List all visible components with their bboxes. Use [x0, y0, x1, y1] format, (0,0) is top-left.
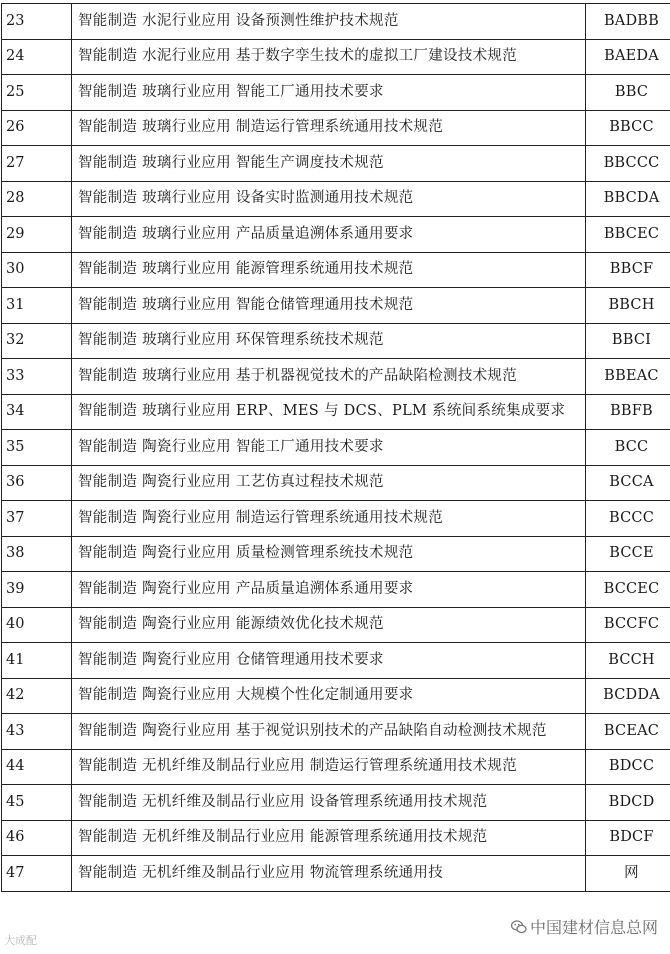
table-row — [2, 217, 670, 253]
table-row — [2, 75, 670, 111]
standard-title: 智能制造 陶瓷行业应用 基于视觉识别技术的产品缺陷自动检测技术规范 — [72, 714, 586, 750]
standard-code: BBCCC — [586, 146, 670, 182]
row-number: 31 — [2, 288, 72, 324]
standard-code: BCCH — [586, 643, 670, 679]
standard-title: 智能制造 玻璃行业应用 智能工厂通用技术要求 — [72, 75, 586, 111]
standard-code: BDCD — [586, 785, 670, 821]
row-number: 43 — [2, 714, 72, 750]
standard-title: 智能制造 玻璃行业应用 能源管理系统通用技术规范 — [72, 252, 586, 288]
row-number: 40 — [2, 607, 72, 643]
standard-code: BADBB — [586, 4, 670, 40]
table-row — [2, 501, 670, 537]
standard-code: BBCI — [586, 323, 670, 359]
standard-title: 智能制造 玻璃行业应用 制造运行管理系统通用技术规范 — [72, 110, 586, 146]
table-row — [2, 714, 670, 750]
row-number: 44 — [2, 749, 72, 785]
row-number: 32 — [2, 323, 72, 359]
table-row — [2, 323, 670, 359]
table-row — [2, 110, 670, 146]
standard-title: 智能制造 陶瓷行业应用 大规模个性化定制通用要求 — [72, 678, 586, 714]
row-number: 46 — [2, 820, 72, 856]
standard-title: 智能制造 陶瓷行业应用 工艺仿真过程技术规范 — [72, 465, 586, 501]
standard-title: 智能制造 玻璃行业应用 环保管理系统技术规范 — [72, 323, 586, 359]
table-row — [2, 288, 670, 324]
table-row — [2, 39, 670, 75]
row-number: 27 — [2, 146, 72, 182]
standard-title: 智能制造 无机纤维及制品行业应用 设备管理系统通用技术规范 — [72, 785, 586, 821]
watermark-left: 大成配 — [4, 934, 37, 947]
standard-title: 智能制造 玻璃行业应用 智能生产调度技术规范 — [72, 146, 586, 182]
standard-title: 智能制造 陶瓷行业应用 能源绩效优化技术规范 — [72, 607, 586, 643]
standard-code: BBCH — [586, 288, 670, 324]
standard-title: 智能制造 玻璃行业应用 智能仓储管理通用技术规范 — [72, 288, 586, 324]
standard-title: 智能制造 陶瓷行业应用 制造运行管理系统通用技术规范 — [72, 501, 586, 537]
row-number: 37 — [2, 501, 72, 537]
standard-code: BAEDA — [586, 39, 670, 75]
table-row — [2, 643, 670, 679]
row-number: 24 — [2, 39, 72, 75]
standard-title: 智能制造 无机纤维及制品行业应用 物流管理系统通用技 — [72, 856, 586, 892]
table-row — [2, 820, 670, 856]
table-row — [2, 430, 670, 466]
watermark-right-text: 中国建材信息总网 — [529, 918, 658, 937]
wechat-icon — [511, 919, 527, 935]
row-number: 39 — [2, 572, 72, 608]
standard-title: 智能制造 无机纤维及制品行业应用 能源管理系统通用技术规范 — [72, 820, 586, 856]
standard-code: BBCDA — [586, 181, 670, 217]
row-number: 45 — [2, 785, 72, 821]
standard-code: BCCA — [586, 465, 670, 501]
table-row — [2, 572, 670, 608]
row-number: 26 — [2, 110, 72, 146]
table-row — [2, 146, 670, 182]
table-row — [2, 785, 670, 821]
row-number: 38 — [2, 536, 72, 572]
row-number: 36 — [2, 465, 72, 501]
standard-code: BDCC — [586, 749, 670, 785]
standard-title: 智能制造 陶瓷行业应用 仓储管理通用技术要求 — [72, 643, 586, 679]
standard-code: BBFB — [586, 394, 670, 430]
standard-title: 智能制造 陶瓷行业应用 智能工厂通用技术要求 — [72, 430, 586, 466]
row-number: 42 — [2, 678, 72, 714]
row-number: 29 — [2, 217, 72, 253]
row-number: 25 — [2, 75, 72, 111]
standard-title: 智能制造 无机纤维及制品行业应用 制造运行管理系统通用技术规范 — [72, 749, 586, 785]
row-number: 33 — [2, 359, 72, 395]
table-row — [2, 749, 670, 785]
table-row — [2, 856, 670, 892]
standard-code: BCCC — [586, 501, 670, 537]
row-number: 35 — [2, 430, 72, 466]
row-number: 23 — [2, 4, 72, 40]
standard-title: 智能制造 陶瓷行业应用 产品质量追溯体系通用要求 — [72, 572, 586, 608]
row-number: 47 — [2, 856, 72, 892]
standard-title: 智能制造 玻璃行业应用 ERP、MES 与 DCS、PLM 系统间系统集成要求 — [72, 394, 586, 430]
row-number: 30 — [2, 252, 72, 288]
standard-code: BCEAC — [586, 714, 670, 750]
standard-code: BCDDA — [586, 678, 670, 714]
row-number: 28 — [2, 181, 72, 217]
standards-table — [1, 3, 670, 892]
standard-title: 智能制造 水泥行业应用 设备预测性维护技术规范 — [72, 4, 586, 40]
standard-title: 智能制造 水泥行业应用 基于数字孪生技术的虚拟工厂建设技术规范 — [72, 39, 586, 75]
table-row — [2, 359, 670, 395]
standard-code: BDCF — [586, 820, 670, 856]
table-row — [2, 465, 670, 501]
table-row — [2, 607, 670, 643]
standard-title: 智能制造 玻璃行业应用 基于机器视觉技术的产品缺陷检测技术规范 — [72, 359, 586, 395]
standard-code: BCCE — [586, 536, 670, 572]
table-row — [2, 4, 670, 40]
standard-code: BBC — [586, 75, 670, 111]
standard-code: 网 — [586, 856, 670, 892]
standard-code: BBCC — [586, 110, 670, 146]
row-number: 41 — [2, 643, 72, 679]
table-row — [2, 181, 670, 217]
standard-code: BCC — [586, 430, 670, 466]
standard-code: BBCF — [586, 252, 670, 288]
table-row — [2, 252, 670, 288]
standard-code: BBEAC — [586, 359, 670, 395]
watermark-right — [509, 915, 660, 938]
table-row — [2, 536, 670, 572]
row-number: 34 — [2, 394, 72, 430]
standard-code: BCCEC — [586, 572, 670, 608]
standard-title: 智能制造 玻璃行业应用 产品质量追溯体系通用要求 — [72, 217, 586, 253]
table-row — [2, 394, 670, 430]
standard-code: BBCEC — [586, 217, 670, 253]
standard-title: 智能制造 玻璃行业应用 设备实时监测通用技术规范 — [72, 181, 586, 217]
standard-title: 智能制造 陶瓷行业应用 质量检测管理系统技术规范 — [72, 536, 586, 572]
standard-code: BCCFC — [586, 607, 670, 643]
table-row — [2, 678, 670, 714]
